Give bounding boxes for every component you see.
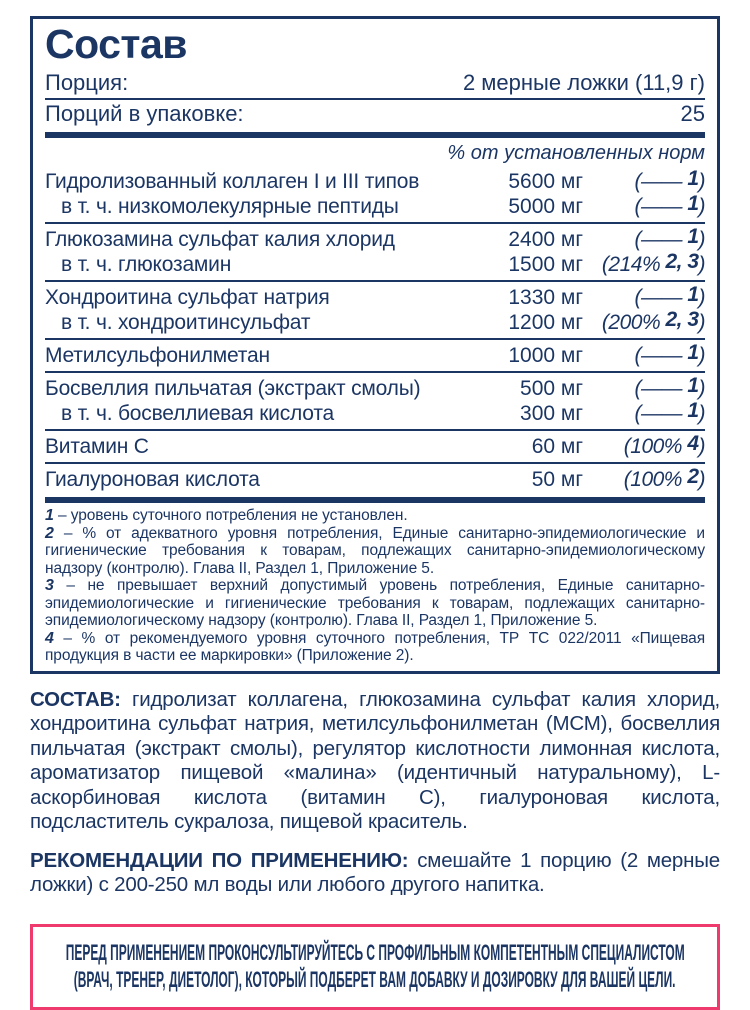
ingredient-name: Хондроитина сульфат натрия [45, 286, 330, 310]
ingredient-amount: 1000 мг [508, 344, 583, 368]
ingredient-name: Босвеллия пильчатая (экстракт смолы) [45, 377, 421, 401]
ingredient-row [45, 227, 705, 252]
ingredient-name: Гиалуроновая кислота [45, 468, 260, 492]
warning-line-1: ПЕРЕД ПРИМЕНЕНИЕМ ПРОКОНСУЛЬТИРУЙТЕСЬ С ПРОФИЛЬНЫМ КОМПЕТЕНТНЫМ СПЕЦИАЛИСТОМ [65, 940, 685, 966]
ingredient-amount: 50 мг [531, 468, 583, 492]
ingredient-subrow [45, 401, 705, 426]
ingredient-group-chondroitin [45, 282, 705, 340]
composition-text: гидролизат коллагена, глюкозамина сульфат калия хлорид, хондроитина сульфат натрия, метилсульфонилметан (МСМ), босвеллия пильчатая (экстракт смолы), регулятор кислотности лимонная кислота, ароматизатор пищевой «малина» (идентичный натуральному), L-аскорбиновая кислота (витамин С), гиалуроновая кислота, подсластитель сукралоза, пищевой краситель. [30, 687, 721, 834]
footnote-marker: 3 [45, 577, 54, 595]
ingredient-norm: (—— 1) [634, 192, 705, 219]
footnote-3 [45, 577, 705, 630]
serving-size-value: 2 мерные ложки (11,9 г) [462, 70, 705, 96]
ingredient-subrow [45, 252, 705, 277]
footnote-2 [45, 525, 705, 578]
ingredient-norm: (—— 1) [634, 225, 705, 252]
composition-label: СОСТАВ: [30, 687, 121, 711]
servings-per-pack-value: 25 [680, 101, 705, 127]
footnote-marker: 1 [45, 507, 54, 525]
servings-per-pack-row [45, 100, 705, 129]
footnote-1 [45, 507, 705, 525]
ingredient-group-collagen [45, 166, 705, 224]
ingredient-name: Гидролизованный коллаген I и III типов [45, 170, 420, 194]
footnote-marker: 4 [45, 629, 54, 647]
ingredient-norm: (214% 2, 3) [601, 250, 705, 277]
ingredient-group-glucosamine [45, 224, 705, 282]
usage-text: смешайте 1 порцию (2 мерные ложки) с 200-250 мл воды или любого другого напитка. [30, 848, 720, 897]
ingredient-row [45, 169, 705, 194]
ingredient-amount: 500 мг [520, 377, 583, 401]
ingredient-group-hyaluronic [45, 464, 705, 495]
ingredient-name: Витамин C [45, 435, 149, 459]
footnote-text: – уровень суточного потребления не установлен. [58, 507, 408, 525]
norms-column-header: % от установленных норм [447, 142, 705, 165]
thick-divider-bottom [45, 497, 705, 503]
ingredient-amount: 2400 мг [508, 228, 583, 252]
ingredient-norm: (—— 1) [634, 283, 705, 310]
ingredient-row [45, 285, 705, 310]
ingredient-amount: 5600 мг [508, 170, 583, 194]
thick-divider-top [45, 132, 705, 138]
ingredient-norm: (—— 1) [634, 167, 705, 194]
ingredient-subrow [45, 194, 705, 219]
consult-specialist-warning-box [30, 924, 720, 1010]
ingredient-group-boswellia [45, 373, 705, 431]
usage-paragraph [30, 849, 720, 898]
ingredient-norm: (—— 1) [634, 374, 705, 401]
ingredient-name: в т. ч. глюкозамин [61, 253, 232, 277]
servings-per-pack-label: Порций в упаковке: [45, 101, 244, 127]
ingredient-amount: 1330 мг [508, 286, 583, 310]
ingredient-row [45, 376, 705, 401]
ingredient-name: Метилсульфонилметан [45, 344, 270, 368]
ingredient-name: в т. ч. низкомолекулярные пептиды [61, 195, 399, 219]
serving-size-row [45, 69, 705, 100]
ingredient-norm: (200% 2, 3) [601, 308, 705, 335]
ingredient-group-vitamin-c [45, 431, 705, 464]
ingredient-amount: 300 мг [520, 402, 583, 426]
ingredient-name: в т. ч. босвеллиевая кислота [61, 402, 334, 426]
supplement-facts-panel [30, 16, 720, 674]
ingredient-amount: 1500 мг [508, 253, 583, 277]
footnotes-section [45, 507, 705, 665]
ingredient-name: в т. ч. хондроитинсульфат [61, 311, 311, 335]
ingredient-row [45, 434, 705, 459]
ingredient-norm: (—— 1) [634, 399, 705, 426]
ingredient-row [45, 343, 705, 368]
ingredient-name: Глюкозамина сульфат калия хлорид [45, 228, 395, 252]
ingredient-norm: (100% 2) [623, 465, 705, 492]
footnote-text: – не превышает верхний допустимый уровень потребления, Единые санитарно-эпидемиологические и гигиенические требования к товарам, подлежащих санитарно-эпидемиологическому надзору (контролю). Глава II, Раздел 1, Приложение 5. [45, 577, 705, 630]
ingredient-row [45, 467, 705, 492]
ingredient-norm: (—— 1) [634, 341, 705, 368]
usage-label: РЕКОМЕНДАЦИИ ПО ПРИМЕНЕНИЮ: [30, 848, 409, 872]
ingredient-amount: 5000 мг [508, 195, 583, 219]
ingredient-subrow [45, 310, 705, 335]
panel-title: Состав [45, 21, 188, 67]
warning-line-2: (ВРАЧ, ТРЕНЕР, ДИЕТОЛОГ), КОТОРЫЙ ПОДБЕРЕТ ВАМ ДОБАВКУ И ДОЗИРОВКУ ДЛЯ ВАШЕЙ ЦЕЛИ. [74, 967, 676, 993]
ingredient-group-msm [45, 340, 705, 373]
composition-paragraph [30, 688, 720, 835]
footnote-text: – % от рекомендуемого уровня суточного потребления, ТР ТС 022/2011 «Пищевая продукция в части ее маркировки» (Приложение 2). [45, 629, 705, 665]
ingredient-norm: (100% 4) [623, 432, 705, 459]
ingredient-amount: 60 мг [531, 435, 583, 459]
footnote-marker: 2 [45, 524, 54, 542]
footnote-text: – % от адекватного уровня потребления, Единые санитарно-эпидемиологические и гигиенические требования к товарам, подлежащих санитарно-эпидемиологическому надзору (контролю). Глава II, Раздел 1, Приложение 5. [45, 524, 705, 577]
ingredient-amount: 1200 мг [508, 311, 583, 335]
footnote-4 [45, 630, 705, 665]
serving-size-label: Порция: [45, 70, 129, 96]
